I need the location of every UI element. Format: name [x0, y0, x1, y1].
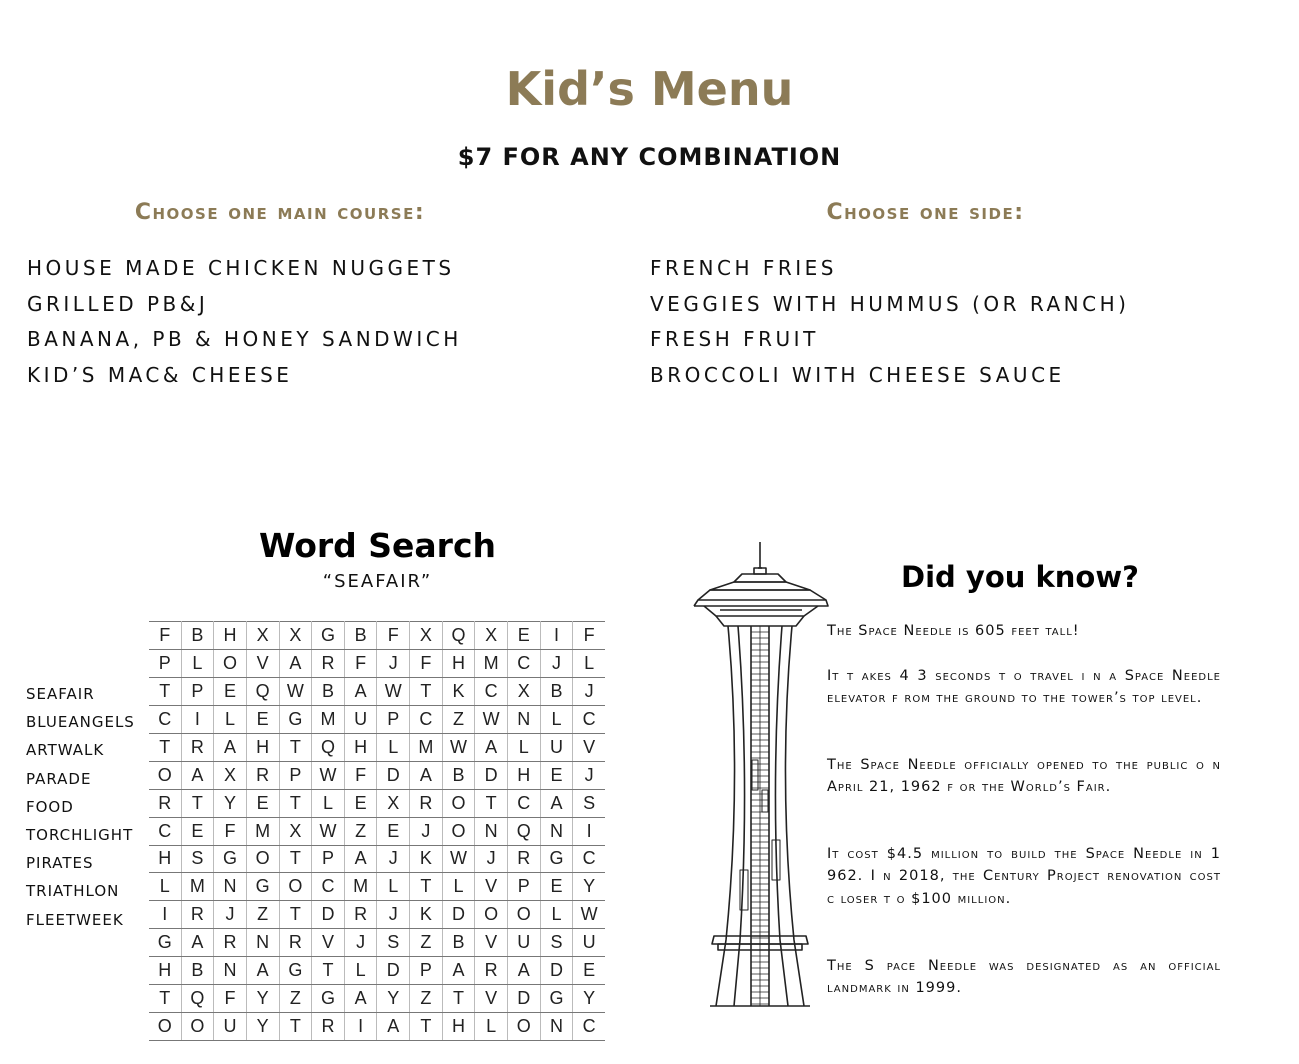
grid-cell: W: [312, 817, 345, 845]
grid-cell: N: [507, 705, 540, 733]
grid-cell: P: [312, 845, 345, 873]
word-list-item: TRIATHLON: [26, 882, 120, 901]
side-item: FRENCH FRIES: [650, 256, 837, 280]
grid-cell: U: [214, 1013, 247, 1041]
grid-cell: D: [312, 901, 345, 929]
grid-cell: H: [149, 845, 181, 873]
grid-cell: L: [377, 873, 410, 901]
grid-row: [149, 649, 605, 677]
grid-cell: A: [181, 929, 214, 957]
word-search-subtitle: “SEAFAIR”: [322, 571, 433, 592]
grid-cell: Z: [279, 985, 312, 1013]
fact-paragraph: The Space Needle officially opened to the public o n April 21, 1962 f or the World’s Fair.: [827, 757, 1221, 796]
grid-cell: K: [410, 845, 443, 873]
grid-cell: K: [442, 677, 475, 705]
grid-cell: T: [279, 789, 312, 817]
grid-cell: X: [279, 817, 312, 845]
grid-cell: R: [475, 957, 508, 985]
grid-cell: U: [540, 733, 573, 761]
grid-cell: V: [246, 649, 279, 677]
grid-cell: M: [312, 705, 345, 733]
grid-cell: E: [377, 817, 410, 845]
fact-paragraph: It cost $4.5 million to build the Space Needle in 1 962. I n 2018, the Century Project renovation cost c loser t o $100 million.: [827, 846, 1221, 907]
side-item: VEGGIES WITH HUMMUS (OR RANCH): [650, 291, 1130, 316]
grid-cell: H: [246, 733, 279, 761]
grid-cell: Y: [573, 873, 605, 901]
grid-cell: E: [540, 761, 573, 789]
grid-cell: O: [246, 845, 279, 873]
grid-cell: R: [279, 929, 312, 957]
grid-cell: N: [475, 817, 508, 845]
grid-cell: L: [312, 789, 345, 817]
grid-cell: T: [279, 901, 312, 929]
grid-cell: J: [377, 845, 410, 873]
grid-cell: A: [279, 649, 312, 677]
grid-cell: O: [214, 649, 247, 677]
word-list-item: FLEETWEEK: [26, 910, 124, 929]
grid-cell: E: [507, 622, 540, 650]
grid-cell: Y: [377, 985, 410, 1013]
grid-cell: E: [246, 705, 279, 733]
grid-cell: L: [214, 705, 247, 733]
grid-cell: Q: [181, 985, 214, 1013]
grid-cell: R: [181, 733, 214, 761]
grid-cell: Y: [246, 985, 279, 1013]
grid-cell: T: [149, 985, 181, 1013]
grid-cell: F: [573, 622, 605, 650]
main-course-item: BANANA, PB & HONEY SANDWICH: [27, 327, 462, 351]
grid-cell: H: [344, 733, 377, 761]
grid-cell: E: [181, 817, 214, 845]
grid-row: [149, 901, 605, 929]
grid-cell: A: [246, 957, 279, 985]
grid-cell: F: [214, 985, 247, 1013]
grid-cell: E: [344, 789, 377, 817]
grid-cell: Z: [442, 705, 475, 733]
grid-cell: B: [540, 677, 573, 705]
grid-cell: C: [410, 705, 443, 733]
grid-cell: L: [507, 733, 540, 761]
grid-cell: J: [377, 649, 410, 677]
side-item: BROCCOLI WITH CHEESE SAUCE: [650, 362, 1065, 387]
grid-cell: Q: [312, 733, 345, 761]
grid-cell: L: [442, 873, 475, 901]
grid-cell: Y: [573, 985, 605, 1013]
grid-cell: X: [279, 622, 312, 650]
grid-cell: R: [246, 761, 279, 789]
grid-cell: T: [312, 957, 345, 985]
grid-cell: F: [377, 622, 410, 650]
grid-cell: A: [377, 1013, 410, 1041]
grid-cell: A: [475, 733, 508, 761]
grid-cell: R: [507, 845, 540, 873]
grid-cell: C: [475, 677, 508, 705]
grid-cell: G: [246, 873, 279, 901]
grid-cell: V: [475, 873, 508, 901]
grid-cell: Q: [507, 817, 540, 845]
grid-cell: I: [344, 1013, 377, 1041]
grid-row: [149, 789, 605, 817]
grid-cell: Z: [246, 901, 279, 929]
grid-cell: G: [279, 957, 312, 985]
grid-cell: P: [279, 761, 312, 789]
grid-cell: G: [279, 705, 312, 733]
word-search-grid: [149, 621, 605, 1041]
word-search-title: Word Search: [258, 526, 497, 565]
grid-cell: I: [149, 901, 181, 929]
grid-cell: S: [573, 789, 605, 817]
grid-cell: D: [377, 957, 410, 985]
fact-paragraph: The S pace Needle was designated as an official landmark in 1999.: [827, 958, 1221, 997]
grid-cell: G: [312, 985, 345, 1013]
grid-cell: K: [410, 901, 443, 929]
grid-cell: E: [540, 873, 573, 901]
grid-cell: F: [214, 817, 247, 845]
space-needle-icon: [690, 540, 835, 1010]
grid-cell: X: [246, 622, 279, 650]
grid-cell: O: [475, 901, 508, 929]
grid-cell: N: [214, 873, 247, 901]
grid-cell: L: [149, 873, 181, 901]
grid-cell: A: [540, 789, 573, 817]
grid-cell: Q: [442, 622, 475, 650]
grid-cell: B: [181, 622, 214, 650]
grid-cell: G: [149, 929, 181, 957]
grid-cell: M: [181, 873, 214, 901]
grid-cell: M: [246, 817, 279, 845]
grid-cell: N: [246, 929, 279, 957]
grid-cell: D: [540, 957, 573, 985]
grid-cell: R: [344, 901, 377, 929]
grid-cell: C: [149, 817, 181, 845]
grid-cell: H: [507, 761, 540, 789]
grid-cell: I: [573, 817, 605, 845]
grid-cell: W: [475, 705, 508, 733]
grid-cell: H: [442, 649, 475, 677]
grid-cell: M: [410, 733, 443, 761]
grid-cell: X: [507, 677, 540, 705]
grid-cell: X: [475, 622, 508, 650]
grid-cell: S: [377, 929, 410, 957]
grid-cell: D: [507, 985, 540, 1013]
grid-cell: H: [149, 957, 181, 985]
grid-row: [149, 705, 605, 733]
grid-cell: A: [344, 845, 377, 873]
grid-cell: B: [181, 957, 214, 985]
grid-cell: R: [214, 929, 247, 957]
grid-cell: T: [149, 677, 181, 705]
grid-cell: O: [149, 1013, 181, 1041]
word-list-item: BLUEANGELS: [26, 713, 135, 732]
grid-cell: F: [149, 622, 181, 650]
word-list-item: PARADE: [26, 769, 92, 788]
grid-cell: H: [214, 622, 247, 650]
fact-paragraph: It t akes 4 3 seconds t o travel i n a Space Needle elevator f rom the ground to the tower’s top level.: [827, 668, 1221, 707]
grid-cell: Z: [344, 817, 377, 845]
grid-cell: C: [507, 789, 540, 817]
grid-cell: P: [410, 957, 443, 985]
grid-cell: M: [475, 649, 508, 677]
menu-title: Kid’s Menu: [505, 62, 794, 116]
grid-cell: C: [573, 1013, 605, 1041]
grid-cell: X: [214, 761, 247, 789]
grid-cell: T: [181, 789, 214, 817]
grid-cell: Q: [246, 677, 279, 705]
grid-cell: H: [442, 1013, 475, 1041]
grid-cell: O: [507, 901, 540, 929]
grid-cell: X: [377, 789, 410, 817]
grid-cell: D: [475, 761, 508, 789]
grid-cell: D: [442, 901, 475, 929]
grid-cell: J: [214, 901, 247, 929]
grid-cell: J: [573, 677, 605, 705]
grid-row: [149, 817, 605, 845]
grid-cell: U: [573, 929, 605, 957]
grid-cell: C: [573, 845, 605, 873]
word-list-item: PIRATES: [26, 854, 94, 873]
main-course-heading: Choose one main course:: [134, 200, 426, 225]
grid-row: [149, 929, 605, 957]
grid-cell: R: [312, 1013, 345, 1041]
grid-cell: L: [540, 705, 573, 733]
grid-cell: O: [507, 1013, 540, 1041]
grid-cell: O: [149, 761, 181, 789]
word-list: [26, 680, 135, 934]
grid-cell: S: [181, 845, 214, 873]
grid-cell: L: [377, 733, 410, 761]
grid-cell: J: [344, 929, 377, 957]
grid-cell: E: [573, 957, 605, 985]
grid-cell: R: [410, 789, 443, 817]
grid-cell: A: [344, 677, 377, 705]
grid-cell: J: [410, 817, 443, 845]
grid-row: [149, 845, 605, 873]
grid-cell: T: [475, 789, 508, 817]
grid-cell: W: [312, 761, 345, 789]
grid-cell: T: [279, 1013, 312, 1041]
grid-cell: T: [149, 733, 181, 761]
grid-cell: W: [377, 677, 410, 705]
grid-cell: U: [344, 705, 377, 733]
grid-cell: N: [540, 1013, 573, 1041]
grid-cell: V: [573, 733, 605, 761]
grid-cell: R: [149, 789, 181, 817]
grid-cell: W: [442, 733, 475, 761]
grid-cell: M: [344, 873, 377, 901]
side-heading: Choose one side:: [826, 200, 1025, 225]
grid-cell: W: [573, 901, 605, 929]
grid-cell: B: [442, 929, 475, 957]
grid-cell: P: [507, 873, 540, 901]
grid-cell: L: [344, 957, 377, 985]
grid-cell: V: [475, 985, 508, 1013]
grid-cell: A: [507, 957, 540, 985]
grid-cell: Z: [410, 985, 443, 1013]
word-list-item: ARTWALK: [26, 741, 105, 760]
price-banner: $7 FOR ANY COMBINATION: [457, 143, 842, 171]
grid-cell: V: [475, 929, 508, 957]
grid-cell: A: [442, 957, 475, 985]
grid-cell: J: [377, 901, 410, 929]
grid-cell: P: [377, 705, 410, 733]
grid-row: [149, 677, 605, 705]
grid-cell: G: [540, 985, 573, 1013]
grid-cell: I: [181, 705, 214, 733]
did-you-know-title: Did you know?: [901, 560, 1139, 594]
grid-cell: C: [507, 649, 540, 677]
word-list-item: TORCHLIGHT: [26, 825, 134, 844]
grid-row: [149, 622, 605, 650]
grid-cell: V: [312, 929, 345, 957]
grid-cell: E: [214, 677, 247, 705]
grid-cell: A: [181, 761, 214, 789]
grid-cell: F: [410, 649, 443, 677]
grid-cell: L: [540, 901, 573, 929]
grid-cell: C: [573, 705, 605, 733]
grid-cell: F: [344, 649, 377, 677]
grid-cell: E: [246, 789, 279, 817]
grid-cell: R: [181, 901, 214, 929]
main-course-item: KID’S MAC& CHEESE: [27, 362, 293, 387]
grid-cell: A: [410, 761, 443, 789]
grid-cell: T: [410, 873, 443, 901]
grid-cell: F: [344, 761, 377, 789]
grid-cell: T: [410, 1013, 443, 1041]
main-course-item: HOUSE MADE CHICKEN NUGGETS: [27, 256, 455, 280]
grid-cell: U: [507, 929, 540, 957]
fact-paragraph: The Space Needle is 605 feet tall!: [827, 623, 1080, 639]
grid-cell: T: [410, 677, 443, 705]
side-item: FRESH FRUIT: [650, 327, 819, 351]
grid-cell: W: [442, 845, 475, 873]
grid-cell: B: [344, 622, 377, 650]
grid-cell: T: [442, 985, 475, 1013]
grid-cell: R: [312, 649, 345, 677]
grid-cell: O: [442, 789, 475, 817]
grid-cell: L: [573, 649, 605, 677]
word-list-item: FOOD: [26, 797, 74, 816]
grid-cell: A: [344, 985, 377, 1013]
grid-cell: G: [540, 845, 573, 873]
grid-cell: W: [279, 677, 312, 705]
main-course-list: [27, 256, 462, 398]
grid-cell: G: [214, 845, 247, 873]
grid-cell: O: [442, 817, 475, 845]
grid-cell: Y: [214, 789, 247, 817]
grid-cell: X: [410, 622, 443, 650]
grid-cell: L: [475, 1013, 508, 1041]
grid-cell: T: [279, 845, 312, 873]
grid-cell: O: [181, 1013, 214, 1041]
grid-cell: J: [573, 761, 605, 789]
grid-row: [149, 1013, 605, 1041]
grid-row: [149, 733, 605, 761]
grid-cell: P: [149, 649, 181, 677]
grid-row: [149, 957, 605, 985]
grid-row: [149, 985, 605, 1013]
grid-row: [149, 873, 605, 901]
grid-cell: B: [312, 677, 345, 705]
grid-cell: G: [312, 622, 345, 650]
side-list: [650, 256, 1129, 398]
grid-cell: S: [540, 929, 573, 957]
grid-cell: J: [540, 649, 573, 677]
word-list-item: SEAFAIR: [26, 685, 95, 703]
grid-cell: A: [214, 733, 247, 761]
grid-cell: O: [279, 873, 312, 901]
grid-cell: Z: [410, 929, 443, 957]
grid-cell: Y: [246, 1013, 279, 1041]
grid-cell: P: [181, 677, 214, 705]
grid-cell: D: [377, 761, 410, 789]
grid-cell: B: [442, 761, 475, 789]
grid-row: [149, 761, 605, 789]
grid-cell: I: [540, 622, 573, 650]
main-course-item: GRILLED PB&J: [27, 291, 209, 316]
grid-cell: L: [181, 649, 214, 677]
grid-cell: C: [312, 873, 345, 901]
grid-cell: N: [540, 817, 573, 845]
grid-cell: T: [279, 733, 312, 761]
grid-cell: J: [475, 845, 508, 873]
grid-cell: N: [214, 957, 247, 985]
grid-cell: C: [149, 705, 181, 733]
